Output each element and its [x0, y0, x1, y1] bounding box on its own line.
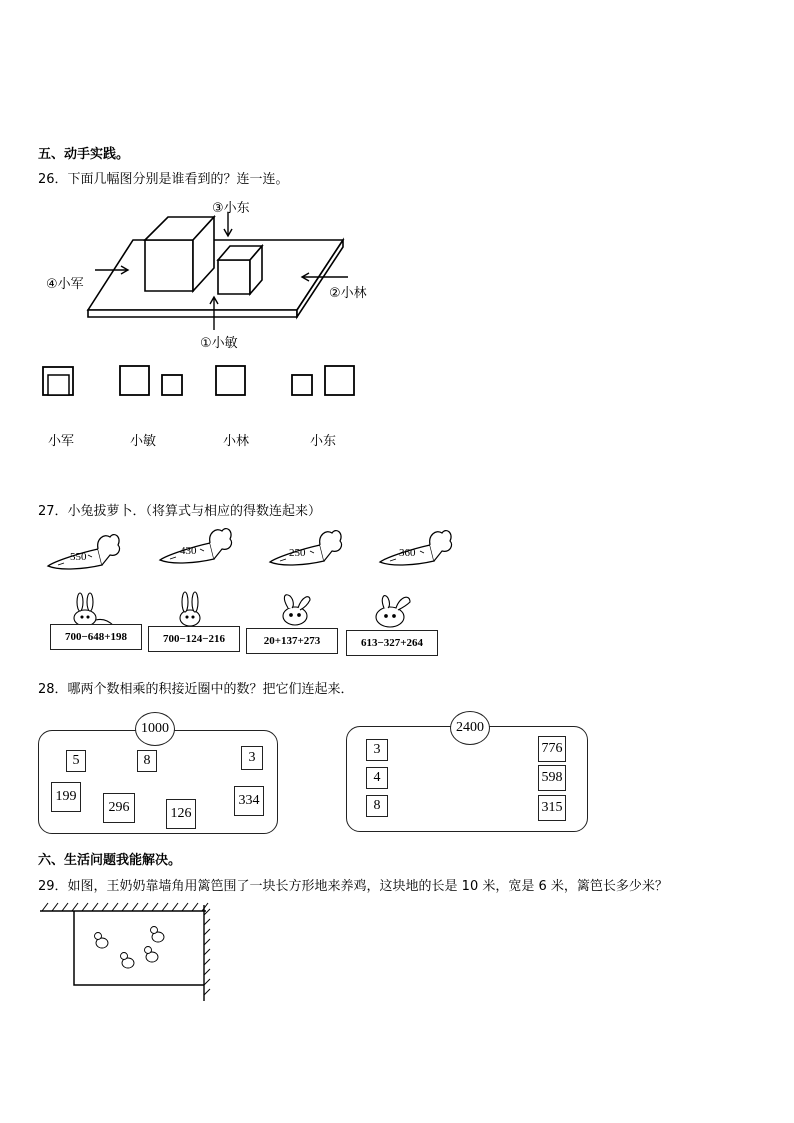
- q28-p1-number-334: 334: [234, 786, 264, 816]
- view-shape-2: [120, 366, 182, 395]
- board-front: [88, 310, 297, 317]
- chicks: [95, 927, 165, 969]
- carrot-4: [380, 531, 452, 565]
- carrot-3: [270, 531, 342, 565]
- carrot-2-value: 430: [180, 545, 197, 557]
- label-xiaolin-view: ②小林: [329, 286, 367, 301]
- q28-p1-number-296: 296: [103, 793, 135, 823]
- big-cube-front: [145, 240, 193, 291]
- name-xiaodong: 小东: [310, 434, 337, 449]
- label-xiaojun-view: ④小军: [46, 277, 84, 292]
- expression-box-1: 700−648+198: [50, 624, 142, 650]
- right-wall-hatching: [204, 909, 210, 995]
- rabbit-2: [180, 592, 200, 626]
- section-5-title: 五、动手实践。: [38, 147, 130, 162]
- view-shape-4: [292, 366, 354, 395]
- q28-p2-number-598: 598: [538, 765, 566, 791]
- carrot-1-value: 550: [70, 551, 87, 563]
- q28-target-2400: 2400: [450, 711, 490, 745]
- q28-p2-number-3: 3: [366, 739, 388, 761]
- expression-box-4: 613−327+264: [346, 630, 438, 656]
- q28-p1-number-3: 3: [241, 746, 263, 770]
- expression-box-2: 700−124−216: [148, 626, 240, 652]
- small-cube-front: [218, 260, 250, 294]
- q28-p2-number-776: 776: [538, 736, 566, 762]
- q27-carrots: [0, 525, 460, 580]
- question-26-text: 26．下面几幅图分别是谁看到的？连一连。: [38, 172, 289, 187]
- q26-view-shapes: [0, 360, 400, 405]
- q28-p1-number-5: 5: [66, 750, 86, 772]
- q28-p1-number-8: 8: [137, 750, 157, 772]
- carrot-3-value: 250: [289, 547, 306, 559]
- question-29-text: 29．如图，王奶奶靠墙角用篱笆围了一块长方形地来养鸡，这块地的长是 10 米，宽是 6 米，篱笆长多少米？: [38, 879, 668, 894]
- fence: [74, 911, 204, 985]
- q28-p2-number-4: 4: [366, 767, 388, 789]
- carrot-4-value: 360: [399, 547, 416, 559]
- top-wall-hatching: [42, 903, 208, 911]
- q28-p2-number-315: 315: [538, 795, 566, 821]
- q29-wall-corner-diagram: [30, 895, 220, 1005]
- rabbit-3: [283, 595, 310, 625]
- q28-p2-number-8: 8: [366, 795, 388, 817]
- name-xiaojun: 小军: [48, 434, 75, 449]
- q28-p1-number-199: 199: [51, 782, 81, 812]
- label-xiaomin-view: ①小敏: [200, 336, 238, 351]
- expression-box-3: 20+137+273: [246, 628, 338, 654]
- view-shape-3: [216, 366, 245, 395]
- question-27-text: 27．小兔拔萝卜．（将算式与相应的得数连起来）: [38, 504, 322, 519]
- section-6-title: 六、生活问题我能解决。: [38, 853, 182, 868]
- question-28-text: 28．哪两个数相乘的积接近圈中的数？把它们连起来．: [38, 682, 354, 697]
- name-xiaolin: 小林: [223, 434, 250, 449]
- name-xiaomin: 小敏: [130, 434, 157, 449]
- q28-p1-number-126: 126: [166, 799, 196, 829]
- rabbit-1: [74, 593, 114, 626]
- q28-target-1000: 1000: [135, 712, 175, 746]
- rabbit-4: [376, 596, 410, 627]
- label-xiaodong-view: ③小东: [212, 201, 250, 216]
- view-shape-1: [43, 367, 73, 395]
